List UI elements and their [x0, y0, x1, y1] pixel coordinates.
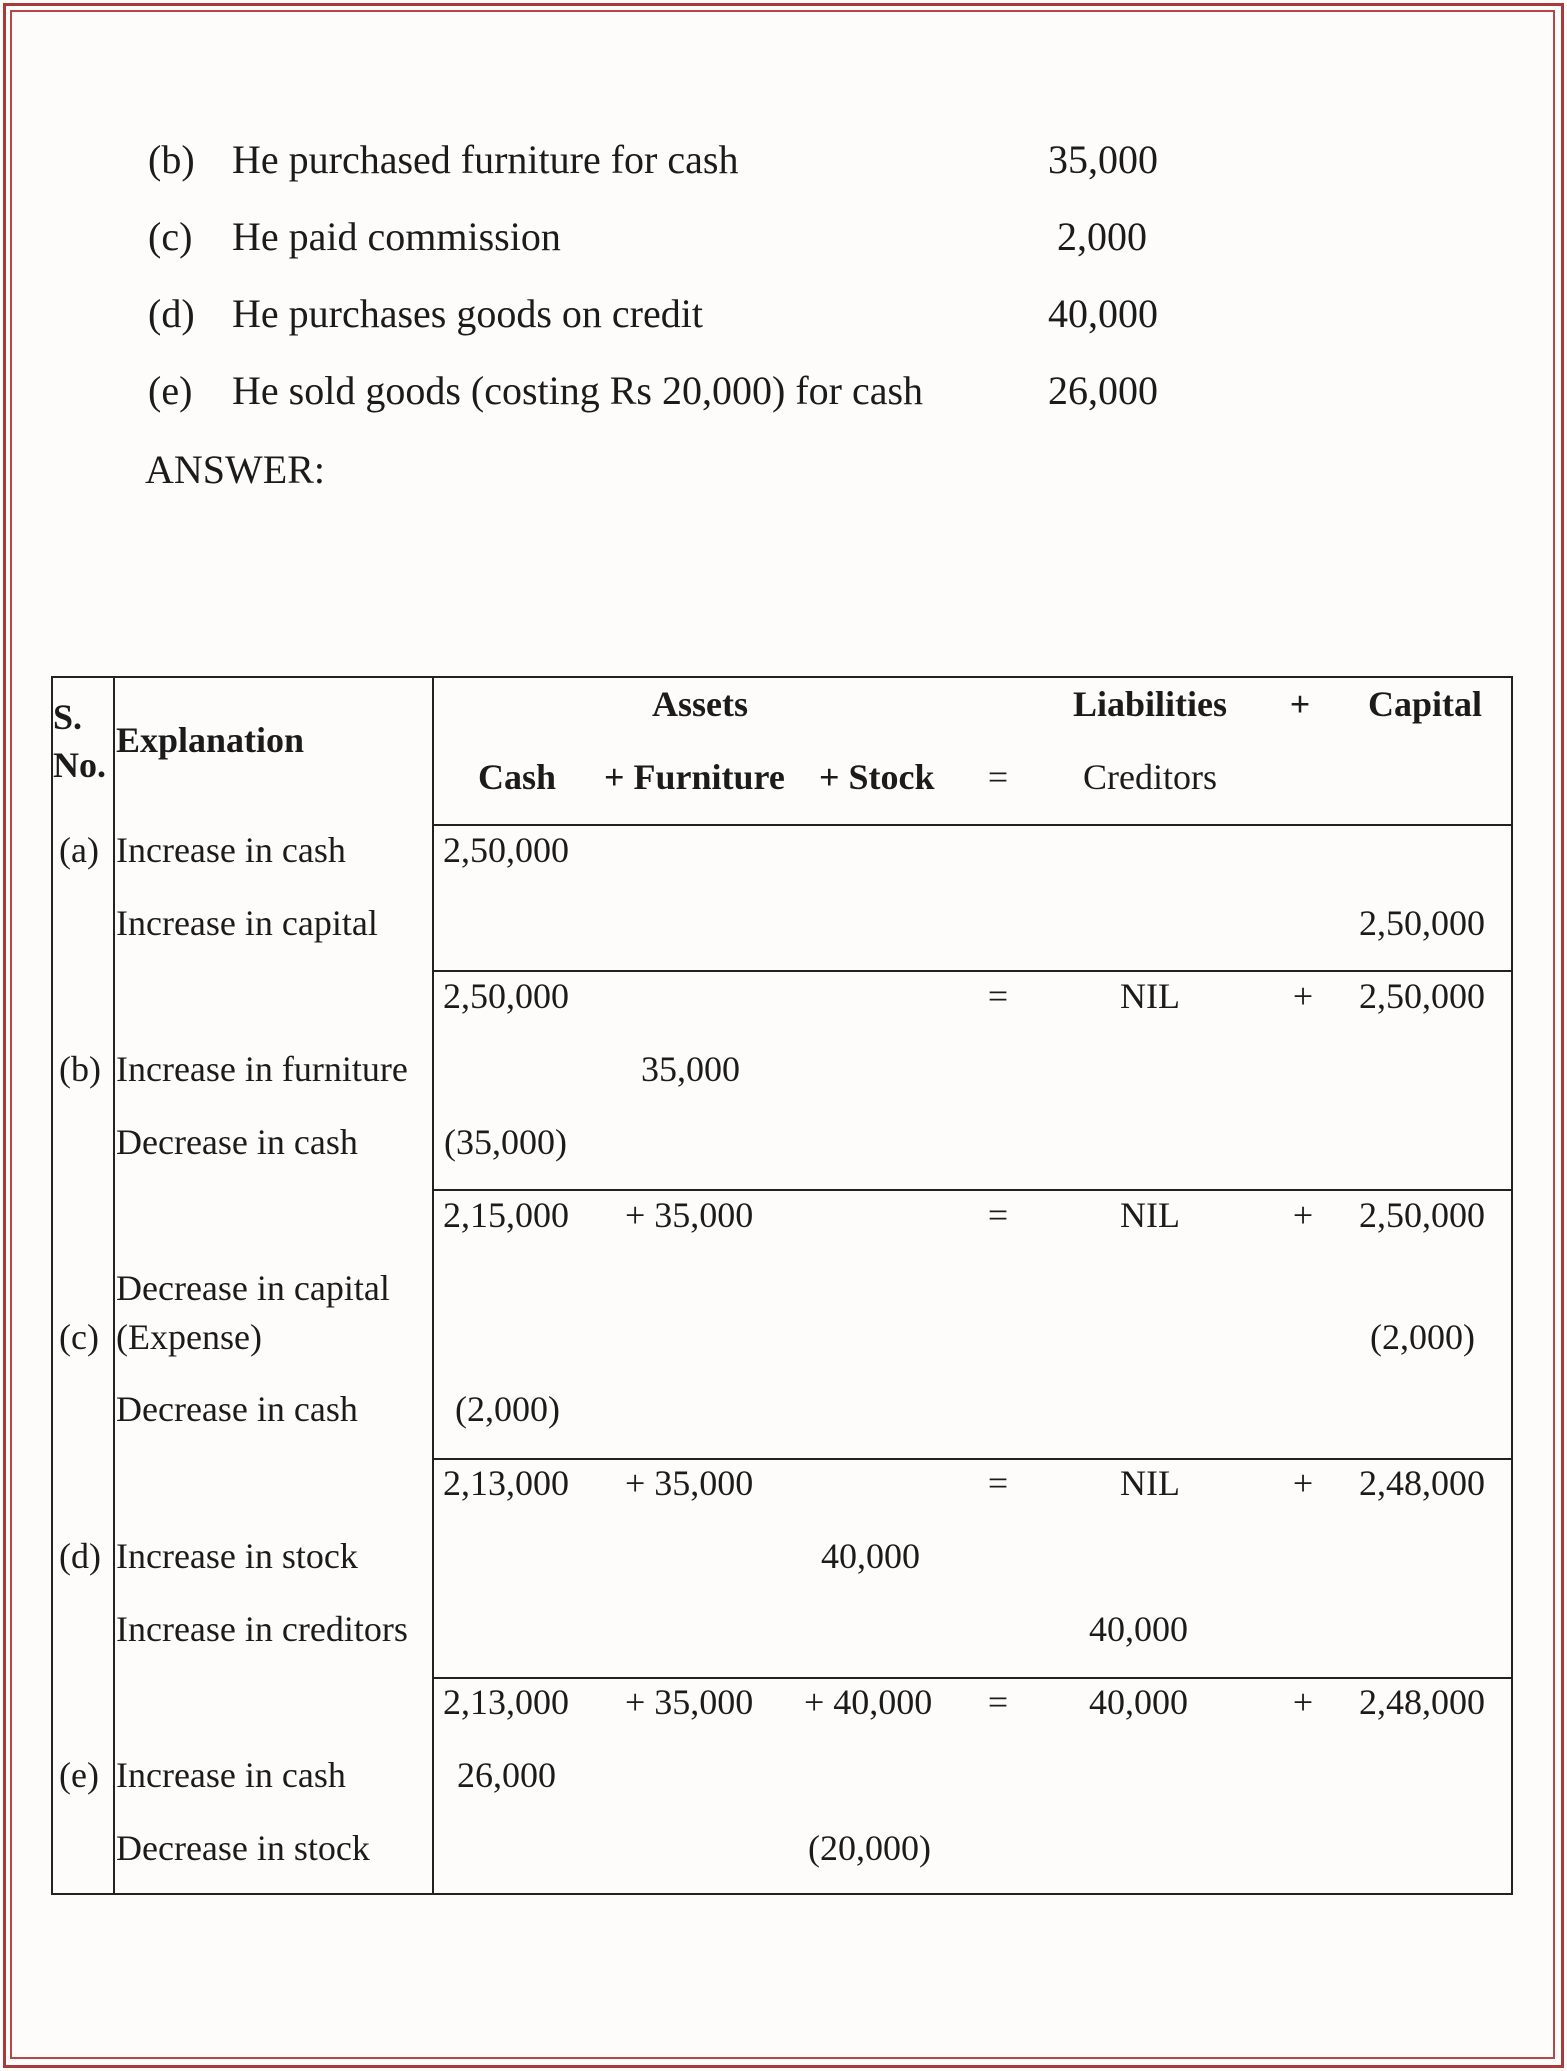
- row-explanation: Increase in cash: [116, 1755, 346, 1795]
- row-explanation: (Expense): [116, 1317, 262, 1357]
- total-equals: =: [987, 976, 1009, 1016]
- row-explanation: Decrease in capital: [116, 1268, 390, 1308]
- cash-cell: (2,000): [455, 1389, 560, 1429]
- question-amount: 2,000: [1057, 214, 1147, 259]
- total-cash: 2,13,000: [443, 1463, 569, 1503]
- total-liabilities: NIL: [1120, 1195, 1180, 1235]
- liabilities-cell: 40,000: [1089, 1609, 1188, 1649]
- total-plus: +: [1292, 976, 1314, 1016]
- total-cash: 2,15,000: [443, 1195, 569, 1235]
- question-amount: 26,000: [1048, 368, 1158, 413]
- row-explanation: Increase in creditors: [116, 1609, 408, 1649]
- header-explanation: Explanation: [116, 720, 305, 760]
- question-text: He purchases goods on credit: [232, 291, 703, 336]
- question-label: (d): [148, 291, 195, 336]
- total-divider: [432, 1189, 1513, 1191]
- header-furniture: + Furniture: [604, 757, 785, 797]
- total-plus: +: [1292, 1682, 1314, 1722]
- total-capital: 2,50,000: [1359, 1195, 1485, 1235]
- question-amount: 35,000: [1048, 137, 1158, 182]
- question-label: (c): [148, 214, 193, 259]
- total-plus: +: [1292, 1463, 1314, 1503]
- row-sno: (b): [59, 1049, 101, 1089]
- total-furniture: + 35,000: [625, 1682, 754, 1722]
- stock-cell: 40,000: [821, 1536, 920, 1576]
- header-sno-line1: S.: [53, 697, 83, 737]
- answer-heading: ANSWER:: [145, 447, 325, 492]
- header-plus: +: [1289, 684, 1311, 724]
- header-sno-line2: No.: [53, 745, 106, 785]
- header-liabilities: Liabilities: [1072, 684, 1228, 724]
- header-equals: =: [987, 757, 1009, 797]
- total-capital: 2,50,000: [1359, 976, 1485, 1016]
- total-stock: + 40,000: [804, 1682, 933, 1722]
- question-text: He purchased furniture for cash: [232, 137, 739, 182]
- header-creditors: Creditors: [1083, 757, 1217, 797]
- capital-cell: (2,000): [1370, 1317, 1475, 1357]
- column-divider: [113, 676, 115, 1895]
- total-capital: 2,48,000: [1359, 1463, 1485, 1503]
- row-sno: (a): [59, 830, 99, 870]
- cash-cell: 2,50,000: [443, 830, 569, 870]
- stock-cell: (20,000): [808, 1828, 931, 1868]
- header-cash: Cash: [478, 757, 557, 797]
- total-furniture: + 35,000: [625, 1463, 754, 1503]
- question-label: (b): [148, 137, 195, 182]
- total-cash: 2,50,000: [443, 976, 569, 1016]
- header-stock: + Stock: [819, 757, 935, 797]
- row-explanation: Increase in cash: [116, 830, 346, 870]
- cash-cell: 26,000: [457, 1755, 556, 1795]
- total-capital: 2,48,000: [1359, 1682, 1485, 1722]
- row-sno: (e): [59, 1755, 99, 1795]
- row-explanation: Decrease in stock: [116, 1828, 370, 1868]
- total-plus: +: [1292, 1195, 1314, 1235]
- row-sno: (c): [59, 1317, 99, 1357]
- question-amount: 40,000: [1048, 291, 1158, 336]
- row-explanation: Increase in stock: [116, 1536, 358, 1576]
- column-divider: [432, 676, 434, 1895]
- row-explanation: Increase in furniture: [116, 1049, 408, 1089]
- total-divider: [432, 1677, 1513, 1679]
- furniture-cell: 35,000: [641, 1049, 740, 1089]
- capital-cell: 2,50,000: [1359, 903, 1485, 943]
- total-divider: [432, 970, 1513, 972]
- header-capital: Capital: [1367, 684, 1482, 724]
- header-divider: [432, 824, 1513, 826]
- question-label: (e): [148, 368, 193, 413]
- cash-cell: (35,000): [444, 1122, 567, 1162]
- total-liabilities: NIL: [1120, 1463, 1180, 1503]
- header-assets: Assets: [652, 684, 748, 724]
- row-explanation: Decrease in cash: [116, 1122, 358, 1162]
- total-liabilities: NIL: [1120, 976, 1180, 1016]
- total-divider: [432, 1458, 1513, 1460]
- question-text: He sold goods (costing Rs 20,000) for cash: [232, 368, 924, 413]
- total-cash: 2,13,000: [443, 1682, 569, 1722]
- total-liabilities: 40,000: [1089, 1682, 1188, 1722]
- row-explanation: Decrease in cash: [116, 1389, 358, 1429]
- total-furniture: + 35,000: [625, 1195, 754, 1235]
- row-explanation: Increase in capital: [116, 903, 378, 943]
- total-equals: =: [987, 1195, 1009, 1235]
- row-sno: (d): [59, 1536, 101, 1576]
- total-equals: =: [987, 1682, 1009, 1722]
- question-text: He paid commission: [232, 214, 561, 259]
- total-equals: =: [987, 1463, 1009, 1503]
